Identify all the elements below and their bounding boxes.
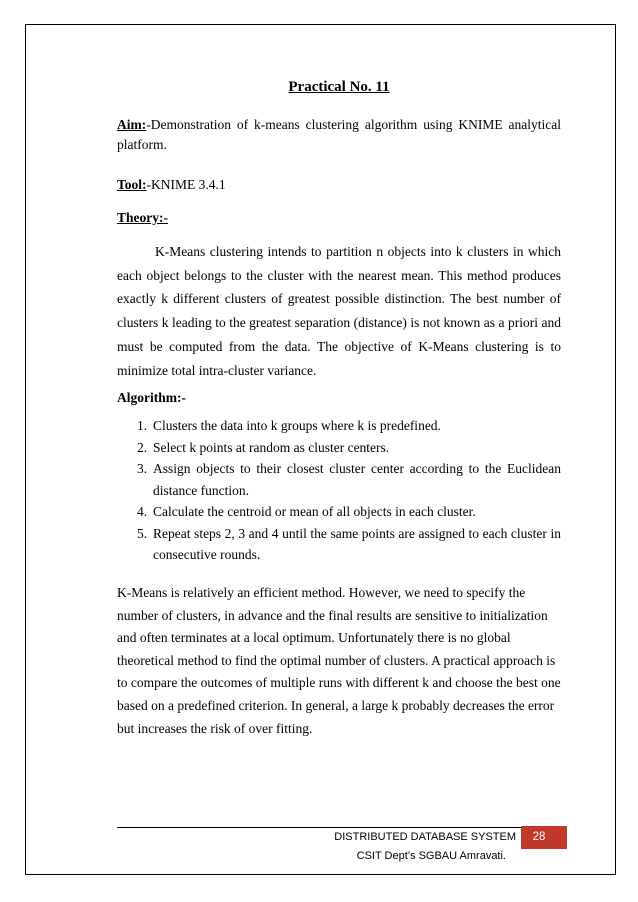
theory-heading: Theory:- — [117, 210, 168, 225]
list-item — [117, 437, 561, 459]
step-number: 4. — [137, 504, 148, 519]
list-item — [117, 415, 561, 437]
tool-paragraph — [117, 175, 226, 195]
aim-paragraph — [117, 115, 561, 155]
aim-text: -Demonstration of k-means clustering algorithm using KNIME analytical platform. — [117, 117, 561, 152]
list-item — [117, 523, 561, 566]
footer-department: CSIT Dept’s SGBAU Amravati. — [356, 850, 506, 862]
tool-label: Tool: — [117, 177, 147, 192]
step-number: 1. — [137, 418, 148, 433]
step-text: Select k points at random as cluster centers. — [153, 439, 390, 455]
algorithm-steps — [117, 415, 561, 566]
tool-text: -KNIME 3.4.1 — [146, 177, 226, 192]
step-text: Calculate the centroid or mean of all objects in each cluster. — [153, 504, 476, 519]
step-text: Assign objects to their closest cluster center according to the Euclidean distance function. — [153, 461, 561, 498]
step-number: 5. — [137, 525, 148, 541]
aim-label: Aim: — [117, 117, 147, 132]
theory-paragraph: K-Means clustering intends to partition n objects into k clusters in which each object belongs to the cluster with the nearest mean. This method produces exactly k different clusters of greatest possible distinction. The best number of clusters k leading to the greatest separation (distance) is not known as a priori and must be computed from the data. The objective of K-Means clustering is to minimize total intra-cluster variance. — [117, 244, 561, 378]
algorithm-heading: Algorithm:- — [117, 390, 186, 405]
step-number: 2. — [137, 439, 148, 455]
step-number: 3. — [137, 461, 148, 476]
summary-paragraph: K-Means is relatively an efficient method. However, we need to specify the number of clusters, in advance and the final results are sensitive to initialization and often terminates at a local optimum. Unfortunately there is no global theoretical method to find the optimal number of clusters. A practical approach is to compare the outcomes of multiple runs with different k and choose the best one based on a predefined criterion. In general, a large k probably decreases the error but increases the risk of over fitting. — [117, 585, 561, 736]
footer-course-title: DISTRIBUTED DATABASE SYSTEM — [334, 831, 516, 843]
practical-title: Practical No. 11 — [288, 79, 390, 95]
step-text: Repeat steps 2, 3 and 4 until the same points are assigned to each cluster in consecutive rounds. — [153, 525, 561, 562]
list-item — [117, 458, 561, 501]
list-item — [117, 501, 561, 523]
page-number-badge: 28 — [521, 826, 567, 849]
step-text: Clusters the data into k groups where k is predefined. — [153, 418, 441, 433]
